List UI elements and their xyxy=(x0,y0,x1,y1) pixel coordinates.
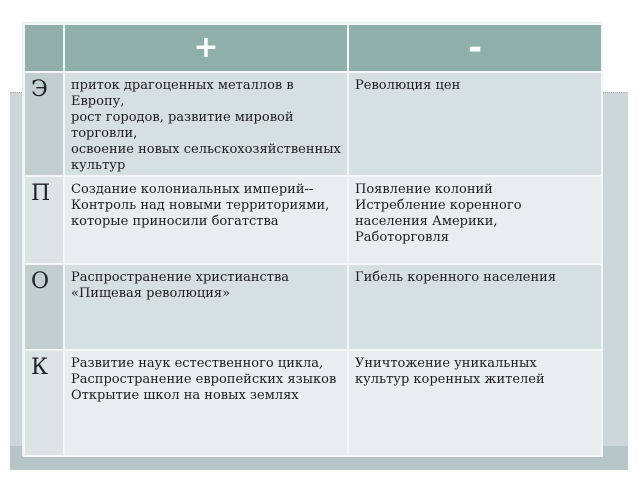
minus-cell-text: Гибель коренного населения xyxy=(355,270,557,285)
comparison-table xyxy=(23,23,603,457)
table-row xyxy=(24,72,602,176)
plus-cell-text: Распространение христианства «Пищевая революция» xyxy=(71,270,290,301)
table-row xyxy=(24,350,602,456)
table-row xyxy=(24,264,602,350)
plus-cell-text: приток драгоценных металлов в Европу, рост городов, развитие мировой торговли, освоение новых сельскохозяйственных культур xyxy=(71,78,341,173)
row-letter: К xyxy=(24,350,64,456)
minus-cell-text: Уничтожение уникальных культур коренных жителей xyxy=(355,356,545,387)
minus-cell-text: Революция цен xyxy=(355,78,461,93)
header-minus-cell xyxy=(348,24,602,72)
minus-cell xyxy=(348,72,602,176)
minus-cell-text: Появление колоний Истребление коренного населения Америки, Работорговля xyxy=(355,182,522,245)
minus-cell xyxy=(348,350,602,456)
header-plus-cell xyxy=(64,24,348,72)
plus-cell-text: Развитие наук естественного цикла, Распространение европейских языков Открытие школ на новых землях xyxy=(71,356,337,403)
header-corner-cell xyxy=(24,24,64,72)
plus-cell xyxy=(64,350,348,456)
comparison-table-container xyxy=(22,22,602,456)
plus-cell xyxy=(64,176,348,264)
table-header-row xyxy=(24,24,602,72)
minus-header-label: - xyxy=(467,28,483,68)
plus-header-label: + xyxy=(193,30,219,65)
row-letter: О xyxy=(24,264,64,350)
plus-cell-text: Создание колониальных империй-- Контроль над новыми территориями, которые приносили богатства xyxy=(71,182,330,229)
minus-cell xyxy=(348,264,602,350)
plus-cell xyxy=(64,264,348,350)
plus-cell xyxy=(64,72,348,176)
minus-cell xyxy=(348,176,602,264)
row-letter: Э xyxy=(24,72,64,176)
row-letter: П xyxy=(24,176,64,264)
table-row xyxy=(24,176,602,264)
